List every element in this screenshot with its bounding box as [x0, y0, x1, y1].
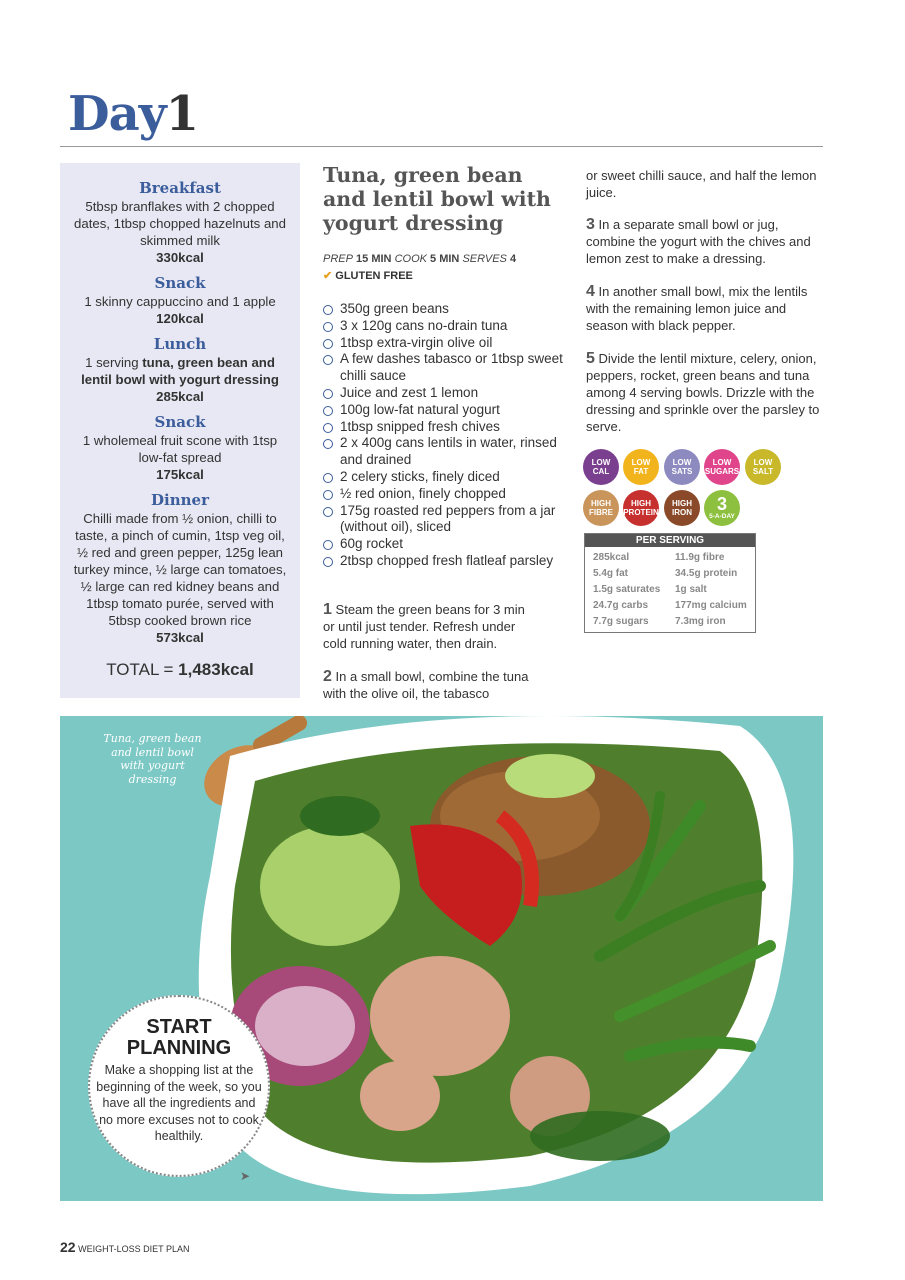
footer-title: WEIGHT-LOSS DIET PLAN: [78, 1244, 190, 1254]
circle-bullet-icon: [323, 557, 333, 567]
meal-snack-1: [70, 274, 290, 327]
meal-breakfast: [70, 179, 290, 266]
list-item: 2 celery sticks, finely diced: [323, 469, 563, 486]
recipe-title: Tuna, green bean and lentil bowl with yogurt dressing: [323, 163, 551, 235]
nutrition-value: 34.5g protein: [675, 568, 738, 579]
meal-description: 5tbsp branflakes with 2 chopped dates, 1tbsp chopped hazelnuts and skimmed milk: [74, 199, 286, 248]
list-item: 100g low-fat natural yogurt: [323, 402, 563, 419]
title-divider: [60, 146, 823, 147]
list-item: ½ red onion, finely chopped: [323, 486, 563, 503]
recipe-meta: PREP 15 MIN COOK 5 MIN SERVES 4: [323, 253, 517, 265]
circle-bullet-icon: [323, 322, 333, 332]
method-step-1: 1 Steam the green beans for 3 min or until just tender. Refresh under cold running water, then drain.: [323, 601, 525, 651]
per-serving-heading: PER SERVING: [585, 534, 755, 547]
circle-bullet-icon: [323, 406, 333, 416]
nutrition-value: 177mg calcium: [675, 600, 747, 611]
meal-description: 1 wholemeal fruit scone with 1tsp low-fat spread: [82, 433, 278, 465]
meal-description: 1 skinny cappuccino and 1 apple: [84, 294, 276, 309]
method-step-3: 3 In a separate small bowl or jug, combine the yogurt with the chives and lemon zest to make a dressing.: [586, 216, 811, 266]
nutrition-value: 11.9g fibre: [675, 552, 725, 563]
badge-low-fat: LOW FAT: [623, 449, 659, 485]
list-item: 3 x 120g cans no-drain tuna: [323, 318, 563, 335]
callout-text: Make a shopping list at the beginning of the week, so you have all the ingredients and no more excuses not to cook healthily.: [96, 1063, 262, 1143]
badge-high-iron: HIGH IRON: [664, 490, 700, 526]
page-number: 22: [60, 1239, 76, 1255]
check-icon: ✔: [323, 270, 333, 282]
page-footer: [60, 1239, 189, 1255]
meal-kcal: 285kcal: [156, 389, 204, 404]
meal-description: Chilli made from ½ onion, chilli to taste, a pinch of cumin, 1tsp veg oil, ½ red and green pepper, 125g lean turkey mince, ½ large can tomatoes, ½ large can red kidney beans and 1tbsp tomato purée, served with 5tbsp cooked brown rice: [73, 511, 287, 628]
start-planning-callout: [88, 995, 270, 1183]
meal-kcal: 573kcal: [156, 630, 204, 645]
circle-bullet-icon: [323, 473, 333, 483]
circle-bullet-icon: [323, 339, 333, 349]
badge-low-salt: LOW SALT: [745, 449, 781, 485]
page-title: Day1: [68, 86, 199, 142]
circle-bullet-icon: [323, 389, 333, 399]
list-item: 60g rocket: [323, 536, 563, 553]
method-step-4: 4 In another small bowl, mix the lentils with the remaining lemon juice and season with black pepper.: [586, 283, 808, 333]
photo-caption: Tuna, green bean and lentil bowl with yogurt dressing: [103, 732, 202, 786]
meal-heading: Lunch: [153, 335, 207, 353]
arrow-right-icon: ➤: [240, 1169, 251, 1183]
meal-heading: Breakfast: [139, 179, 221, 197]
circle-bullet-icon: [323, 423, 333, 433]
list-item: 2tbsp chopped fresh flatleaf parsley: [323, 553, 563, 570]
badge-high-protein: HIGH PROTEIN: [623, 490, 659, 526]
method-step-2-continued: or sweet chilli sauce, and half the lemon juice.: [586, 168, 817, 200]
circle-bullet-icon: [323, 507, 333, 517]
per-serving-table: [584, 533, 756, 633]
nutrition-value: 24.7g carbs: [593, 600, 649, 611]
nutrition-value: 5.4g fat: [593, 568, 629, 579]
meal-kcal: 120kcal: [156, 311, 204, 326]
badge-high-fibre: HIGH FIBRE: [583, 490, 619, 526]
method-step-2: 2 In a small bowl, combine the tuna with the olive oil, the tabasco: [323, 668, 529, 701]
gluten-free-label: ✔ GLUTEN FREE: [323, 270, 413, 282]
callout-heading-1: START: [146, 1016, 212, 1038]
list-item: 2 x 400g cans lentils in water, rinsed and drained: [323, 435, 563, 469]
nutrition-value: 1.5g saturates: [593, 584, 661, 595]
daily-total: TOTAL = 1,483kcal: [106, 660, 254, 679]
meal-heading: Snack: [154, 413, 206, 431]
badge-5-a-day: 3 5-A-DAY: [704, 490, 740, 526]
circle-bullet-icon: [323, 355, 333, 365]
badge-low-cal: LOW CAL: [583, 449, 619, 485]
meal-kcal: 330kcal: [156, 250, 204, 265]
meal-snack-2: [70, 413, 290, 483]
nutrition-value: 285kcal: [593, 552, 630, 563]
meal-dinner: [70, 491, 290, 646]
nutrition-value: 1g salt: [675, 584, 707, 595]
list-item: 175g roasted red peppers from a jar (without oil), sliced: [323, 503, 563, 537]
meal-lunch: [70, 335, 290, 405]
meal-heading: Dinner: [151, 491, 209, 509]
list-item: 350g green beans: [323, 301, 563, 318]
circle-bullet-icon: [323, 490, 333, 500]
list-item: A few dashes tabasco or 1tbsp sweet chilli sauce: [323, 351, 563, 385]
meal-kcal: 175kcal: [156, 467, 204, 482]
callout-heading-2: PLANNING: [126, 1037, 232, 1059]
ingredient-list: [323, 301, 563, 570]
nutrition-value: 7.7g sugars: [593, 616, 649, 627]
circle-bullet-icon: [323, 305, 333, 315]
list-item: 1tbsp snipped fresh chives: [323, 419, 563, 436]
nutrition-value: 7.3mg iron: [675, 616, 726, 627]
daily-menu-panel: [60, 163, 300, 698]
badge-low-sats: LOW SATS: [664, 449, 700, 485]
method-step-5: 5 Divide the lentil mixture, celery, onion, peppers, rocket, green beans and tuna among 4 serving bowls. Drizzle with the dressing and sprinkle over the parsley to serve.: [586, 350, 820, 434]
list-item: 1tbsp extra-virgin olive oil: [323, 335, 563, 352]
meal-description: 1 serving tuna, green bean and lentil bowl with yogurt dressing: [81, 355, 279, 387]
list-item: Juice and zest 1 lemon: [323, 385, 563, 402]
meal-heading: Snack: [154, 274, 206, 292]
badge-low-sugars: LOW SUGARS: [704, 449, 740, 485]
circle-bullet-icon: [323, 540, 333, 550]
circle-bullet-icon: [323, 439, 333, 449]
